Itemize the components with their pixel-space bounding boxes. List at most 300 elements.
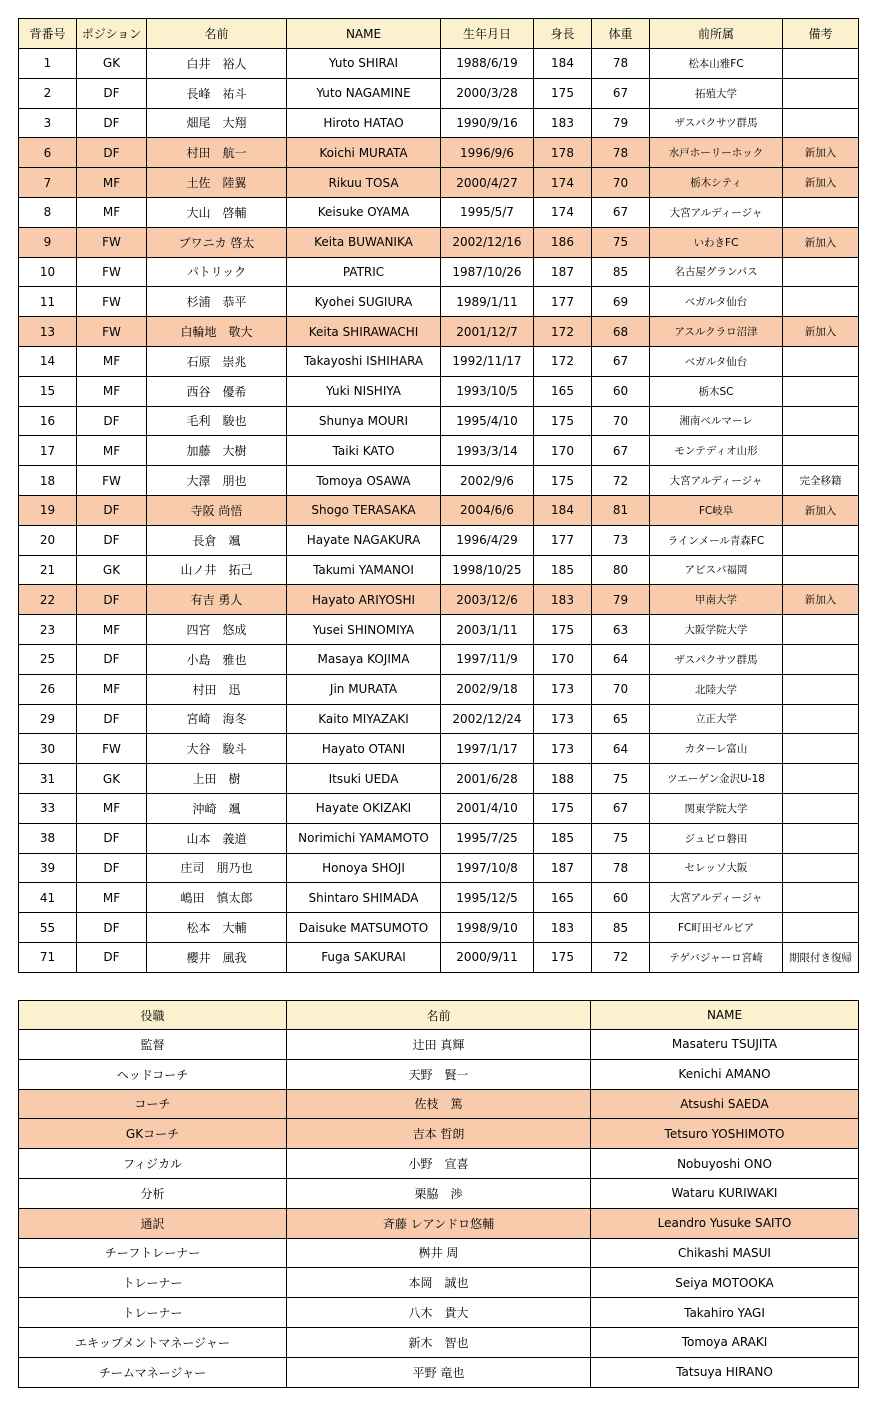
- cell-note: [783, 436, 859, 466]
- cell-name-jp: 長倉 颯: [147, 525, 287, 555]
- cell-name-jp: 庄司 朋乃也: [147, 853, 287, 883]
- cell-previous-club: セレッソ大阪: [650, 853, 783, 883]
- cell-name-en: Masaya KOJIMA: [287, 644, 441, 674]
- cell-position: DF: [77, 942, 147, 972]
- cell-birthdate: 2004/6/6: [441, 495, 534, 525]
- cell-previous-club: モンテディオ山形: [650, 436, 783, 466]
- cell-name-en: Daisuke MATSUMOTO: [287, 913, 441, 943]
- table-row: [19, 1178, 859, 1208]
- cell-previous-club: 大宮アルディージャ: [650, 883, 783, 913]
- cell-name-en: Hayato OTANI: [287, 734, 441, 764]
- cell-previous-club: 栃木シティ: [650, 168, 783, 198]
- table-row: [19, 168, 859, 198]
- cell-number: 11: [19, 287, 77, 317]
- cell-birthdate: 2002/9/18: [441, 674, 534, 704]
- cell-previous-club: ザスパクサツ群馬: [650, 108, 783, 138]
- cell-position: DF: [77, 406, 147, 436]
- cell-height: 186: [534, 227, 592, 257]
- table-row: [19, 197, 859, 227]
- cell-name-en: Takumi YAMANOI: [287, 555, 441, 585]
- cell-staff-name-en: Tomoya ARAKI: [591, 1327, 859, 1357]
- cell-staff-name-jp: 栗脇 渉: [287, 1178, 591, 1208]
- table-row: [19, 376, 859, 406]
- cell-number: 29: [19, 704, 77, 734]
- cell-name-jp: 石原 崇兆: [147, 346, 287, 376]
- cell-height: 175: [534, 793, 592, 823]
- players-body: [19, 49, 859, 973]
- cell-name-en: Fuga SAKURAI: [287, 942, 441, 972]
- cell-height: 185: [534, 823, 592, 853]
- cell-number: 26: [19, 674, 77, 704]
- table-row: [19, 495, 859, 525]
- cell-number: 71: [19, 942, 77, 972]
- cell-number: 19: [19, 495, 77, 525]
- cell-name-jp: 山本 義道: [147, 823, 287, 853]
- cell-number: 33: [19, 793, 77, 823]
- cell-number: 13: [19, 317, 77, 347]
- cell-staff-name-jp: 桝井 周: [287, 1238, 591, 1268]
- cell-birthdate: 2000/3/28: [441, 78, 534, 108]
- cell-birthdate: 2002/12/24: [441, 704, 534, 734]
- table-row: [19, 1149, 859, 1179]
- cell-note: 期限付き復帰: [783, 942, 859, 972]
- cell-note: [783, 257, 859, 287]
- cell-birthdate: 2001/4/10: [441, 793, 534, 823]
- cell-height: 183: [534, 108, 592, 138]
- cell-birthdate: 1998/9/10: [441, 913, 534, 943]
- cell-role: 監督: [19, 1030, 287, 1060]
- cell-height: 187: [534, 853, 592, 883]
- cell-number: 38: [19, 823, 77, 853]
- cell-previous-club: 大宮アルディージャ: [650, 197, 783, 227]
- cell-name-jp: 西谷 優希: [147, 376, 287, 406]
- cell-name-en: Keita BUWANIKA: [287, 227, 441, 257]
- cell-previous-club: ベガルタ仙台: [650, 346, 783, 376]
- cell-staff-name-en: Atsushi SAEDA: [591, 1089, 859, 1119]
- cell-note: [783, 197, 859, 227]
- cell-height: 175: [534, 942, 592, 972]
- cell-staff-name-en: Chikashi MASUI: [591, 1238, 859, 1268]
- cell-weight: 78: [592, 49, 650, 79]
- cell-name-en: Rikuu TOSA: [287, 168, 441, 198]
- cell-name-jp: 畑尾 大翔: [147, 108, 287, 138]
- cell-name-en: Takayoshi ISHIHARA: [287, 346, 441, 376]
- table-row: [19, 49, 859, 79]
- cell-staff-name-jp: 天野 賢一: [287, 1059, 591, 1089]
- cell-name-en: Hayato ARIYOSHI: [287, 585, 441, 615]
- cell-height: 172: [534, 317, 592, 347]
- cell-previous-club: 水戸ホーリーホック: [650, 138, 783, 168]
- cell-height: 165: [534, 883, 592, 913]
- cell-name-jp: 松本 大輔: [147, 913, 287, 943]
- cell-height: 175: [534, 406, 592, 436]
- cell-height: 174: [534, 197, 592, 227]
- cell-name-jp: 小島 雅也: [147, 644, 287, 674]
- table-row: [19, 942, 859, 972]
- table-row: [19, 1119, 859, 1149]
- cell-note: [783, 555, 859, 585]
- table-row: [19, 1059, 859, 1089]
- cell-note: [783, 644, 859, 674]
- cell-position: DF: [77, 823, 147, 853]
- table-row: [19, 1268, 859, 1298]
- cell-name-jp: ブワニカ 啓太: [147, 227, 287, 257]
- cell-previous-club: FC岐阜: [650, 495, 783, 525]
- cell-weight: 63: [592, 615, 650, 645]
- cell-birthdate: 1988/6/19: [441, 49, 534, 79]
- cell-birthdate: 1992/11/17: [441, 346, 534, 376]
- cell-role: チーフトレーナー: [19, 1238, 287, 1268]
- cell-name-en: Taiki KATO: [287, 436, 441, 466]
- cell-weight: 75: [592, 227, 650, 257]
- cell-weight: 70: [592, 406, 650, 436]
- cell-name-en: Yuki NISHIYA: [287, 376, 441, 406]
- cell-note: 新加入: [783, 168, 859, 198]
- cell-birthdate: 1993/3/14: [441, 436, 534, 466]
- cell-position: MF: [77, 168, 147, 198]
- cell-birthdate: 1990/9/16: [441, 108, 534, 138]
- cell-previous-club: 拓殖大学: [650, 78, 783, 108]
- cell-height: 177: [534, 287, 592, 317]
- cell-staff-name-jp: 斉藤 レアンドロ悠輔: [287, 1208, 591, 1238]
- cell-weight: 72: [592, 942, 650, 972]
- cell-position: DF: [77, 913, 147, 943]
- cell-position: MF: [77, 793, 147, 823]
- cell-weight: 67: [592, 436, 650, 466]
- cell-position: DF: [77, 525, 147, 555]
- cell-position: GK: [77, 764, 147, 794]
- cell-previous-club: テゲバジャーロ宮崎: [650, 942, 783, 972]
- header-note: 備考: [783, 19, 859, 49]
- cell-previous-club: 大宮アルディージャ: [650, 466, 783, 496]
- header-staff-name-en: NAME: [591, 1001, 859, 1030]
- cell-previous-club: いわきFC: [650, 227, 783, 257]
- cell-height: 184: [534, 495, 592, 525]
- cell-number: 23: [19, 615, 77, 645]
- cell-weight: 78: [592, 138, 650, 168]
- cell-position: GK: [77, 49, 147, 79]
- cell-height: 183: [534, 585, 592, 615]
- cell-position: DF: [77, 108, 147, 138]
- cell-number: 10: [19, 257, 77, 287]
- cell-role: 通訳: [19, 1208, 287, 1238]
- cell-position: DF: [77, 853, 147, 883]
- cell-name-jp: 宮崎 海冬: [147, 704, 287, 734]
- cell-number: 2: [19, 78, 77, 108]
- cell-weight: 79: [592, 108, 650, 138]
- cell-staff-name-en: Kenichi AMANO: [591, 1059, 859, 1089]
- cell-name-jp: 上田 樹: [147, 764, 287, 794]
- cell-weight: 67: [592, 793, 650, 823]
- cell-name-en: Kyohei SUGIURA: [287, 287, 441, 317]
- cell-height: 187: [534, 257, 592, 287]
- cell-weight: 79: [592, 585, 650, 615]
- cell-staff-name-en: Masateru TSUJITA: [591, 1030, 859, 1060]
- cell-role: トレーナー: [19, 1268, 287, 1298]
- table-row: [19, 78, 859, 108]
- cell-name-jp: 嶋田 慎太郎: [147, 883, 287, 913]
- cell-weight: 85: [592, 913, 650, 943]
- cell-weight: 65: [592, 704, 650, 734]
- cell-staff-name-en: Leandro Yusuke SAITO: [591, 1208, 859, 1238]
- table-row: [19, 764, 859, 794]
- cell-name-jp: 土佐 陸翼: [147, 168, 287, 198]
- header-staff-name-jp: 名前: [287, 1001, 591, 1030]
- cell-staff-name-jp: 新木 智也: [287, 1327, 591, 1357]
- cell-name-en: Shintaro SHIMADA: [287, 883, 441, 913]
- cell-previous-club: 大阪学院大学: [650, 615, 783, 645]
- cell-weight: 68: [592, 317, 650, 347]
- cell-note: [783, 78, 859, 108]
- cell-staff-name-en: Tetsuro YOSHIMOTO: [591, 1119, 859, 1149]
- cell-name-en: Honoya SHOJI: [287, 853, 441, 883]
- cell-name-en: PATRIC: [287, 257, 441, 287]
- cell-position: FW: [77, 287, 147, 317]
- cell-height: 177: [534, 525, 592, 555]
- cell-number: 55: [19, 913, 77, 943]
- cell-name-jp: 長峰 祐斗: [147, 78, 287, 108]
- cell-note: 完全移籍: [783, 466, 859, 496]
- table-row: [19, 227, 859, 257]
- cell-number: 30: [19, 734, 77, 764]
- cell-note: 新加入: [783, 585, 859, 615]
- cell-birthdate: 1997/10/8: [441, 853, 534, 883]
- cell-position: MF: [77, 346, 147, 376]
- cell-name-en: Shunya MOURI: [287, 406, 441, 436]
- cell-height: 183: [534, 913, 592, 943]
- cell-weight: 75: [592, 823, 650, 853]
- cell-weight: 67: [592, 78, 650, 108]
- staff-table: [18, 1000, 859, 1388]
- cell-previous-club: 名古屋グランパス: [650, 257, 783, 287]
- cell-name-jp: 加藤 大樹: [147, 436, 287, 466]
- cell-note: [783, 734, 859, 764]
- cell-number: 31: [19, 764, 77, 794]
- cell-note: [783, 823, 859, 853]
- cell-weight: 73: [592, 525, 650, 555]
- cell-birthdate: 2003/1/11: [441, 615, 534, 645]
- cell-weight: 72: [592, 466, 650, 496]
- cell-note: [783, 793, 859, 823]
- cell-height: 173: [534, 704, 592, 734]
- table-row: [19, 1238, 859, 1268]
- cell-previous-club: ツエーゲン金沢U-18: [650, 764, 783, 794]
- cell-number: 17: [19, 436, 77, 466]
- cell-birthdate: 2003/12/6: [441, 585, 534, 615]
- cell-birthdate: 1997/11/9: [441, 644, 534, 674]
- cell-birthdate: 1997/1/17: [441, 734, 534, 764]
- cell-name-jp: 杉浦 恭平: [147, 287, 287, 317]
- cell-previous-club: FC町田ゼルビア: [650, 913, 783, 943]
- cell-weight: 75: [592, 764, 650, 794]
- header-role: 役職: [19, 1001, 287, 1030]
- cell-role: エキップメントマネージャー: [19, 1327, 287, 1357]
- cell-name-en: Itsuki UEDA: [287, 764, 441, 794]
- cell-height: 173: [534, 734, 592, 764]
- table-row: [19, 1327, 859, 1357]
- cell-position: DF: [77, 495, 147, 525]
- cell-name-en: Kaito MIYAZAKI: [287, 704, 441, 734]
- table-row: [19, 1208, 859, 1238]
- cell-staff-name-jp: 佐枝 篤: [287, 1089, 591, 1119]
- cell-note: [783, 913, 859, 943]
- cell-name-en: Yuto SHIRAI: [287, 49, 441, 79]
- cell-position: DF: [77, 644, 147, 674]
- cell-weight: 60: [592, 883, 650, 913]
- header-number: 背番号: [19, 19, 77, 49]
- cell-weight: 70: [592, 674, 650, 704]
- cell-staff-name-en: Tatsuya HIRANO: [591, 1357, 859, 1387]
- cell-birthdate: 1989/1/11: [441, 287, 534, 317]
- cell-birthdate: 2002/12/16: [441, 227, 534, 257]
- cell-name-jp: 大山 啓輔: [147, 197, 287, 227]
- table-row: [19, 555, 859, 585]
- cell-name-en: Keisuke OYAMA: [287, 197, 441, 227]
- table-row: [19, 287, 859, 317]
- cell-previous-club: 松本山雅FC: [650, 49, 783, 79]
- cell-note: [783, 49, 859, 79]
- cell-name-jp: 山ノ井 拓己: [147, 555, 287, 585]
- cell-position: FW: [77, 734, 147, 764]
- cell-number: 25: [19, 644, 77, 674]
- cell-name-en: Norimichi YAMAMOTO: [287, 823, 441, 853]
- cell-weight: 64: [592, 644, 650, 674]
- cell-position: MF: [77, 436, 147, 466]
- table-row: [19, 644, 859, 674]
- cell-weight: 67: [592, 346, 650, 376]
- cell-staff-name-en: Seiya MOTOOKA: [591, 1268, 859, 1298]
- cell-note: [783, 376, 859, 406]
- table-row: [19, 406, 859, 436]
- cell-previous-club: ザスパクサツ群馬: [650, 644, 783, 674]
- table-row: [19, 913, 859, 943]
- cell-name-jp: 大谷 駿斗: [147, 734, 287, 764]
- cell-position: FW: [77, 466, 147, 496]
- cell-note: [783, 764, 859, 794]
- cell-name-jp: 白輪地 敬大: [147, 317, 287, 347]
- cell-name-en: Hiroto HATAO: [287, 108, 441, 138]
- cell-weight: 78: [592, 853, 650, 883]
- cell-previous-club: 立正大学: [650, 704, 783, 734]
- cell-staff-name-jp: 本岡 誠也: [287, 1268, 591, 1298]
- cell-height: 175: [534, 466, 592, 496]
- cell-role: チームマネージャー: [19, 1357, 287, 1387]
- cell-name-jp: 毛利 駿也: [147, 406, 287, 436]
- cell-name-jp: パトリック: [147, 257, 287, 287]
- cell-birthdate: 1995/7/25: [441, 823, 534, 853]
- table-row: [19, 1030, 859, 1060]
- cell-note: [783, 674, 859, 704]
- cell-height: 165: [534, 376, 592, 406]
- cell-note: [783, 346, 859, 376]
- cell-number: 15: [19, 376, 77, 406]
- table-row: [19, 1298, 859, 1328]
- cell-role: トレーナー: [19, 1298, 287, 1328]
- cell-previous-club: 関東学院大学: [650, 793, 783, 823]
- table-row: [19, 674, 859, 704]
- table-row: [19, 585, 859, 615]
- cell-previous-club: ジュビロ磐田: [650, 823, 783, 853]
- cell-name-en: Tomoya OSAWA: [287, 466, 441, 496]
- cell-previous-club: 湘南ベルマーレ: [650, 406, 783, 436]
- cell-number: 3: [19, 108, 77, 138]
- cell-role: 分析: [19, 1178, 287, 1208]
- cell-height: 175: [534, 615, 592, 645]
- cell-weight: 69: [592, 287, 650, 317]
- cell-name-en: Yusei SHINOMIYA: [287, 615, 441, 645]
- table-row: [19, 436, 859, 466]
- cell-name-jp: 村田 航一: [147, 138, 287, 168]
- cell-height: 175: [534, 78, 592, 108]
- cell-previous-club: 甲南大学: [650, 585, 783, 615]
- cell-previous-club: アスルクラロ沼津: [650, 317, 783, 347]
- cell-number: 39: [19, 853, 77, 883]
- cell-number: 8: [19, 197, 77, 227]
- staff-body: [19, 1030, 859, 1388]
- table-row: [19, 257, 859, 287]
- cell-birthdate: 1995/12/5: [441, 883, 534, 913]
- cell-staff-name-jp: 平野 竜也: [287, 1357, 591, 1387]
- cell-birthdate: 1995/4/10: [441, 406, 534, 436]
- table-row: [19, 615, 859, 645]
- cell-weight: 81: [592, 495, 650, 525]
- cell-birthdate: 1996/4/29: [441, 525, 534, 555]
- table-row: [19, 734, 859, 764]
- header-name-en: NAME: [287, 19, 441, 49]
- cell-note: [783, 287, 859, 317]
- cell-name-jp: 四宮 悠成: [147, 615, 287, 645]
- cell-previous-club: 北陸大学: [650, 674, 783, 704]
- table-row: [19, 793, 859, 823]
- cell-role: GKコーチ: [19, 1119, 287, 1149]
- cell-role: フィジカル: [19, 1149, 287, 1179]
- cell-position: MF: [77, 674, 147, 704]
- cell-height: 174: [534, 168, 592, 198]
- table-row: [19, 1089, 859, 1119]
- cell-birthdate: 2001/6/28: [441, 764, 534, 794]
- header-height: 身長: [534, 19, 592, 49]
- cell-note: [783, 883, 859, 913]
- cell-note: [783, 108, 859, 138]
- cell-position: MF: [77, 197, 147, 227]
- cell-number: 14: [19, 346, 77, 376]
- cell-number: 6: [19, 138, 77, 168]
- cell-staff-name-jp: 小野 宣喜: [287, 1149, 591, 1179]
- cell-number: 16: [19, 406, 77, 436]
- cell-name-en: Koichi MURATA: [287, 138, 441, 168]
- cell-weight: 60: [592, 376, 650, 406]
- cell-position: DF: [77, 704, 147, 734]
- cell-previous-club: カターレ富山: [650, 734, 783, 764]
- cell-height: 170: [534, 644, 592, 674]
- header-weight: 体重: [592, 19, 650, 49]
- cell-previous-club: ラインメール青森FC: [650, 525, 783, 555]
- header-previous-club: 前所属: [650, 19, 783, 49]
- cell-staff-name-en: Nobuyoshi ONO: [591, 1149, 859, 1179]
- cell-birthdate: 1998/10/25: [441, 555, 534, 585]
- cell-note: 新加入: [783, 317, 859, 347]
- cell-height: 188: [534, 764, 592, 794]
- cell-birthdate: 1995/5/7: [441, 197, 534, 227]
- header-birthdate: 生年月日: [441, 19, 534, 49]
- cell-birthdate: 2002/9/6: [441, 466, 534, 496]
- cell-staff-name-jp: 八木 貴大: [287, 1298, 591, 1328]
- table-row: [19, 704, 859, 734]
- cell-number: 9: [19, 227, 77, 257]
- cell-position: FW: [77, 317, 147, 347]
- cell-number: 41: [19, 883, 77, 913]
- cell-position: DF: [77, 138, 147, 168]
